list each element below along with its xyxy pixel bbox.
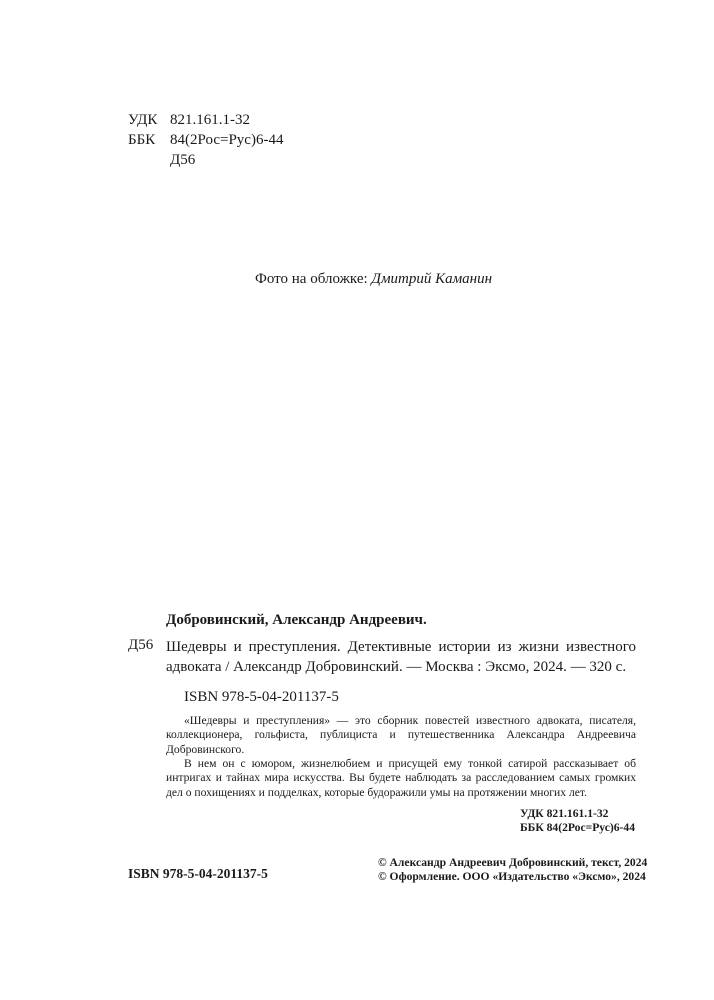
record-isbn: ISBN 978-5-04-201137-5 bbox=[184, 689, 339, 705]
author-mark-line bbox=[128, 150, 283, 170]
udk-line bbox=[128, 110, 283, 130]
author-mark: Д56 bbox=[170, 152, 196, 168]
copyright-design: © Оформление. ООО «Издательство «Эксмо», 2024 bbox=[378, 870, 646, 883]
annotation-paragraph-1: «Шедевры и преступления» — это сборник повестей известного адвоката, писателя, коллекционера, гольфиста, публициста и путешественника Александра Андреевича Добровинского. bbox=[166, 714, 636, 756]
bbk-label: ББК bbox=[128, 132, 156, 148]
record-code: Д56 bbox=[128, 637, 154, 653]
photo-credit-name: Дмитрий Каманин bbox=[371, 271, 493, 287]
small-udk: УДК 821.161.1-32 bbox=[520, 807, 609, 820]
copyright-text: © Александр Андреевич Добровинский, текст, 2024 bbox=[378, 856, 648, 869]
record-author: Добровинский, Александр Андреевич. bbox=[166, 612, 427, 628]
photo-credit bbox=[255, 271, 492, 288]
udk-label: УДК bbox=[128, 112, 158, 128]
footer-isbn: ISBN 978-5-04-201137-5 bbox=[128, 866, 268, 881]
classification-block bbox=[128, 110, 283, 170]
photo-credit-label: Фото на обложке: bbox=[255, 271, 372, 287]
small-bbk: ББК 84(2Рос=Рус)6-44 bbox=[520, 821, 636, 834]
bbk-line bbox=[128, 130, 283, 150]
udk-value: 821.161.1-32 bbox=[170, 112, 250, 128]
bbk-value: 84(2Рос=Рус)6-44 bbox=[170, 132, 284, 148]
record-description: Шедевры и преступления. Детективные истории из жизни известного адвоката / Александр Добровинский. — Москва : Эксмо, 2024. — 320 с. bbox=[166, 639, 636, 675]
annotation-paragraph-2: В нем он с юмором, жизнелюбием и присущей ему тонкой сатирой рассказывает об интригах и тайнах мира искусства. Вы будете наблюдать за расследованием самых громких дел о похищениях и подделках, которые будоражили умы на протяжении многих лет. bbox=[166, 757, 636, 799]
